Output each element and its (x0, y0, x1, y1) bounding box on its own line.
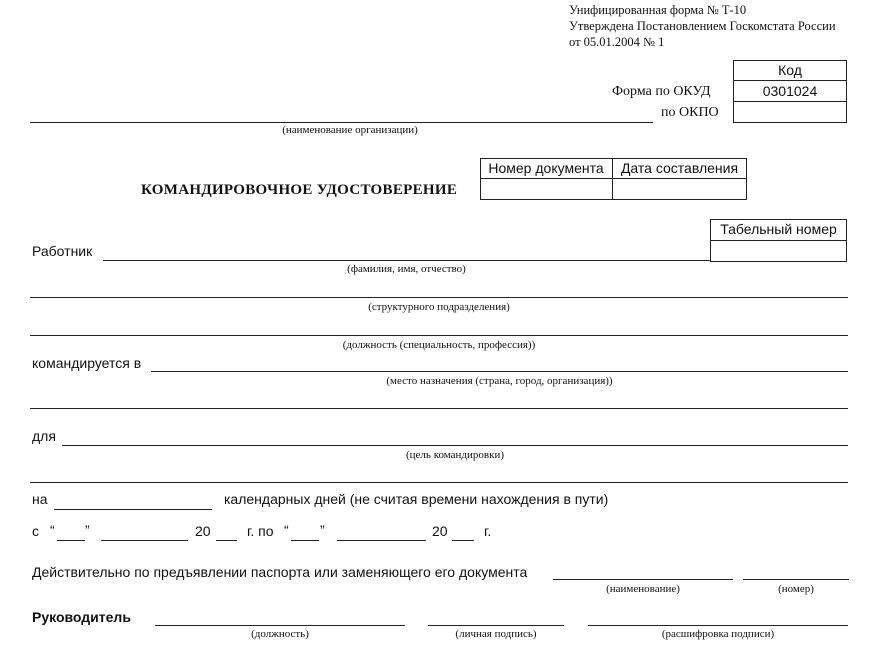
from-label: с (32, 523, 39, 539)
for-label: для (32, 428, 56, 444)
on-label: на (32, 491, 48, 507)
destination-field-2[interactable] (30, 408, 848, 409)
department-caption: (структурного подразделения) (368, 301, 510, 313)
year-prefix-2: 20 (432, 523, 448, 539)
doc-date-field[interactable] (613, 179, 746, 199)
purpose-caption: (цель командировки) (406, 449, 504, 461)
to-label: г. по (247, 523, 274, 539)
approval-line: Утверждена Постановлением Госкомстата России (569, 19, 836, 33)
quote-open-1: “ (50, 522, 55, 538)
quote-close-2: ” (320, 522, 325, 538)
end-day-field[interactable] (291, 540, 319, 541)
quote-close-1: ” (85, 522, 90, 538)
organization-caption: (наименование организации) (282, 124, 418, 136)
organization-field[interactable] (30, 122, 653, 123)
worker-label: Работник (32, 243, 93, 259)
document-title: КОМАНДИРОВОЧНОЕ УДОСТОВЕРЕНИЕ (141, 182, 458, 198)
id-doc-name-caption: (наименование) (606, 583, 680, 595)
purpose-field-2[interactable] (30, 482, 848, 483)
department-field[interactable] (30, 297, 848, 298)
days-label: календарных дней (не считая времени нахождения в пути) (224, 491, 609, 507)
okud-code[interactable]: 0301024 (762, 83, 818, 99)
start-day-field[interactable] (57, 540, 85, 541)
destination-caption: (место назначения (страна, город, организация)) (386, 375, 613, 387)
year-end-label: г. (484, 523, 492, 539)
head-signature-caption: (личная подпись) (455, 628, 537, 640)
head-position-caption: (должность) (251, 628, 309, 640)
start-year-field[interactable] (216, 540, 237, 541)
head-decode-field[interactable] (588, 625, 848, 626)
head-signature-field[interactable] (428, 625, 564, 626)
id-doc-name-field[interactable] (553, 579, 733, 580)
okpo-label: по ОКПО (661, 105, 719, 120)
sent-label: командируется в (32, 355, 142, 371)
head-label: Руководитель (32, 609, 131, 625)
end-month-field[interactable] (337, 540, 426, 541)
worker-name-field[interactable] (103, 260, 710, 261)
fio-caption: (фамилия, имя, отчество) (347, 263, 466, 275)
approval-date-line: от 05.01.2004 № 1 (569, 35, 665, 49)
tabel-number-field[interactable] (711, 241, 846, 261)
kod-header: Код (778, 62, 802, 78)
position-caption: (должность (специальность, профессия)) (342, 339, 536, 351)
position-field[interactable] (30, 335, 848, 336)
form-number-line: Унифицированная форма № Т-10 (569, 3, 747, 17)
id-doc-number-caption: (номер) (778, 583, 814, 595)
id-doc-number-field[interactable] (743, 579, 849, 580)
okud-label: Форма по ОКУД (612, 84, 711, 99)
purpose-field[interactable] (62, 445, 848, 446)
destination-field[interactable] (151, 371, 848, 372)
doc-number-field[interactable] (481, 179, 612, 199)
doc-number-header: Номер документа (488, 160, 604, 176)
head-position-field[interactable] (155, 625, 405, 626)
okpo-code[interactable] (733, 102, 847, 122)
start-month-field[interactable] (101, 540, 188, 541)
doc-date-header: Дата составления (620, 160, 739, 176)
valid-label: Действительно по предъявлении паспорта или заменяющего его документа (32, 564, 528, 580)
tabel-number-header: Табельный номер (720, 221, 837, 237)
end-year-field[interactable] (452, 540, 474, 541)
year-prefix-1: 20 (195, 523, 211, 539)
head-decode-caption: (расшифровка подписи) (661, 628, 775, 640)
days-field[interactable] (54, 509, 212, 510)
quote-open-2: “ (284, 522, 289, 538)
